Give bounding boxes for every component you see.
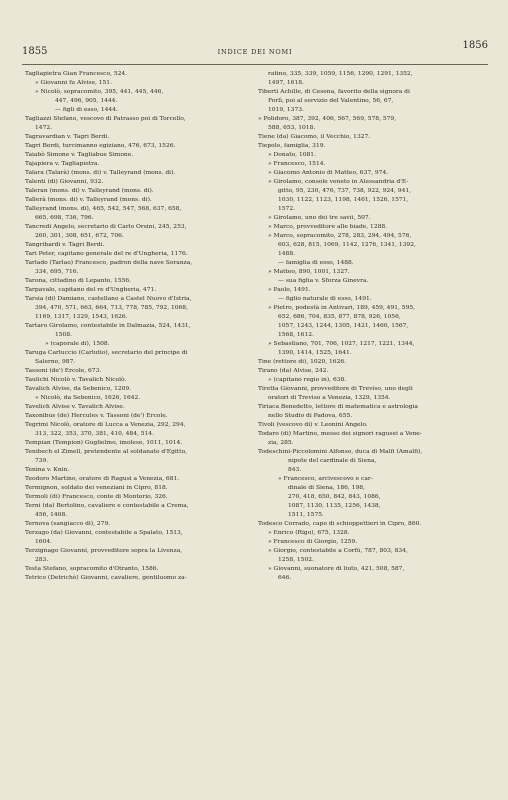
- index-entry-line: Terzago (da) Giovanni, contestabile a Spalato, 1513,: [25, 529, 183, 536]
- index-entry-line: » Matteo, 890, 1001, 1327.: [268, 268, 350, 275]
- index-entry-line: Todaro (di) Martino, messo dei signori ragusei a Vene-: [258, 430, 422, 437]
- index-entry-line: Talleyrand (mons. di), 465, 542, 547, 568, 637, 658,: [25, 205, 182, 212]
- running-header: [22, 40, 488, 62]
- index-entry-line: Tiriaca Benedetto, lettore di matematica e astrologia: [258, 403, 418, 410]
- index-entry-line: » Nicolò, da Sebenico, 1626, 1642.: [35, 394, 141, 401]
- index-entry-line: 1568, 1612.: [278, 331, 314, 338]
- index-entry-line: 665, 698, 736, 796.: [35, 214, 94, 221]
- index-entry-line: 456, 1408.: [35, 511, 68, 518]
- index-entry-line: 1472.: [35, 124, 52, 131]
- index-entry-line: Tavelich Alvise v. Tavalich Alvise.: [25, 403, 125, 410]
- index-entry-line: » Pietro, podestà in Antivari, 189, 459, 491, 595,: [268, 304, 416, 311]
- index-entry-line: Tartaro Girolamo, contestabile in Dalmazia, 524, 1431,: [25, 322, 191, 329]
- index-entry-line: 646.: [278, 574, 292, 581]
- index-entry-line: Tirano (da) Alvise, 242.: [258, 367, 329, 374]
- index-entry-line: » (caporale di), 1508.: [45, 340, 110, 347]
- index-entry-line: Todesco Corrado, capo di schioppettieri in Cipro, 860.: [258, 520, 422, 527]
- index-entry-line: Taiabò Simone v. Tagliabue Simone.: [25, 151, 134, 158]
- index-entry-line: Tassoni (de') Ercole, 673.: [25, 367, 102, 374]
- index-entry-line: ratino, 335, 339, 1059, 1156, 1290, 1291, 1352,: [268, 70, 413, 77]
- index-entry-line: Tagri Berdi, turcimanno egiziano, 476, 673, 1526.: [25, 142, 176, 149]
- index-entry-line: 1030, 1122, 1123, 1198, 1461, 1526, 1571,: [278, 196, 409, 203]
- left-column-number: 1855: [22, 46, 48, 57]
- index-entry-line: 1057, 1243, 1244, 1305, 1421, 1460, 1567,: [278, 322, 409, 329]
- index-entry-line: 447, 496, 905, 1444.: [55, 97, 118, 104]
- index-entry-line: Tavalich Alvise, da Sebenico, 1209.: [25, 385, 132, 392]
- index-entry-line: » Marco, sopracomito, 278, 283, 294, 494, 576,: [268, 232, 412, 239]
- index-entry-line: 1497, 1618.: [268, 79, 304, 86]
- index-entry-line: 260, 301, 308, 651, 672, 706.: [35, 232, 124, 239]
- index-entry-line: 270, 418, 650, 842, 843, 1086,: [288, 493, 381, 500]
- index-entry-line: Tarsia (di) Damiano, castellano a Castel Nuovo d'Istria,: [25, 295, 192, 302]
- index-entry-line: 1572.: [278, 205, 295, 212]
- index-entry-line: 394, 470, 571, 663, 664, 713, 778, 785, 792, 1068,: [35, 304, 188, 311]
- index-entry-line: 334, 695, 716.: [35, 268, 79, 275]
- index-entry-line: Tiene (da) Giacomo, il Vecchio, 1327.: [258, 133, 371, 140]
- index-entry-line: Tancredi Angelo, secretario di Carlo Orsini, 245, 253,: [25, 223, 187, 230]
- index-entry-line: » Enrico (Rigo), 675, 1328.: [268, 529, 350, 536]
- index-entry-line: — figlio naturale di esso, 1491.: [278, 295, 372, 302]
- index-entry-line: Teodoro Martino, oratore di Ragusi a Venezia, 681.: [25, 475, 180, 482]
- index-entry-line: » Marco, provveditore alle biade, 1288.: [268, 223, 388, 230]
- index-entry-line: 603, 628, 815, 1069, 1142, 1276, 1341, 1392,: [278, 241, 416, 248]
- index-entry-line: » Giorgio, contestabile a Corfù, 787, 803, 834,: [268, 547, 408, 554]
- index-entry-line: Tegrimi Nicolò, oratore di Lucca a Venezia, 292, 294,: [25, 421, 186, 428]
- index-entry-line: Tivoli (vescovo di) v. Leonini Angelo.: [258, 421, 368, 428]
- index-entry-line: » Donato, 1081.: [268, 151, 316, 158]
- index-entry-line: Termignon, soldato dei veneziani in Cipro, 818.: [25, 484, 168, 491]
- index-entry-line: zia, 285.: [268, 439, 294, 446]
- index-entry-line: » (capitano regio in), 638.: [268, 376, 347, 383]
- index-entry-line: 739.: [35, 457, 49, 464]
- index-entry-line: Terzignago Giovanni, provveditore sopra la Livenza,: [25, 547, 183, 554]
- index-entry-line: Tallerà (mons. di) v. Talleyrand (mons. di).: [25, 196, 152, 203]
- index-entry-line: Tenina v. Knin.: [25, 466, 70, 473]
- index-entry-line: Tari Peter, capitano generale del re d'Ungheria, 1176.: [25, 250, 188, 257]
- index-entry-line: 588, 653, 1018.: [268, 124, 316, 131]
- index-entry-line: 652, 686, 704, 835, 877, 878, 926, 1056,: [278, 313, 401, 320]
- index-entry-line: 1508.: [55, 331, 72, 338]
- index-entry-line: Tempian (Tempion) Guglielmo, imolese, 1011, 1014.: [25, 439, 183, 446]
- index-entry-line: Talara (Talarà) (mons. di) v. Talleyrand (mons. di).: [25, 169, 176, 176]
- index-entry-line: Tajapiera v. Tagliapietra.: [25, 160, 100, 167]
- index-entry-line: » Paolo, 1491.: [268, 286, 311, 293]
- index-entry-line: Talenti (di) Giovanni, 932.: [25, 178, 104, 185]
- index-entry-line: Tiretta Giovanni, provveditore di Treviso, uno degli: [258, 385, 413, 392]
- index-entry-line: Tangribardi v. Tagri Berdi.: [25, 241, 105, 248]
- index-entry-line: Ternova (sangiacco di), 279.: [25, 520, 111, 527]
- index-entry-line: » Girolamo, console veneto in Alessandria d'E-: [268, 178, 409, 185]
- index-entry-line: Taruga Carluccio (Carlutio), secretario del principe di: [25, 349, 188, 356]
- index-entry-line: Tagliapietra Gian Francesco, 524.: [25, 70, 128, 77]
- index-entry-line: Tarpavalo, capitano del re d'Ungheria, 471.: [25, 286, 157, 293]
- index-entry-line: Tenibech el Zimell, pretendente al soldanato d'Egitto,: [25, 448, 188, 455]
- index-entry-line: » Giacomo Antonio di Matteo, 637, 974.: [268, 169, 389, 176]
- index-entry-line: oratori di Treviso a Venezia, 1329, 1354.: [268, 394, 391, 401]
- index-entry-line: 1488.: [278, 250, 295, 257]
- index-entry-line: gitto, 95, 230, 476, 737, 738, 922, 924, 941,: [278, 187, 412, 194]
- index-entry-line: » Girolamo, uno dei tre savii, 507.: [268, 214, 371, 221]
- index-entry-line: » Francesco, 1514.: [268, 160, 326, 167]
- index-entry-line: 1390, 1414, 1525, 1641.: [278, 349, 352, 356]
- index-column-left: [25, 69, 253, 582]
- index-entry-line: Taulichi Nicolò v. Tavalich Nicolò.: [25, 376, 127, 383]
- index-entry-line: 1019, 1373.: [268, 106, 304, 113]
- index-entry-line: 1511, 1575.: [288, 511, 324, 518]
- index-entry-line: 283.: [35, 556, 49, 563]
- index-entry-line: 1169, 1317, 1329, 1543, 1626.: [35, 313, 128, 320]
- index-entry-line: Salerno, 987.: [35, 358, 76, 365]
- index-entry-line: 1258, 1502.: [278, 556, 314, 563]
- index-entry-line: Forlì, poi al servizio del Valentino, 56, 67,: [268, 97, 394, 104]
- index-entry-line: Tetrico (Detrichò) Giovanni, cavaliere, gentiluomo za-: [25, 574, 187, 581]
- index-entry-line: Taxonibus (de) Hercules v. Tassoni (de') Ercole.: [25, 412, 168, 419]
- index-entry-line: » Polidoro, 387, 392, 406, 567, 569, 578, 579,: [258, 115, 397, 122]
- index-entry-line: dinale di Siena, 186, 198,: [288, 484, 365, 491]
- index-entry-line: Todeschini-Piccolomini Alfonso, duca di Malfi (Amalfi),: [258, 448, 423, 455]
- index-entry-line: Tarlado (Tarlao) Francesco, padron della nave Soranza,: [25, 259, 193, 266]
- index-entry-line: Tarona, cittadino di Lepanto, 1556.: [25, 277, 132, 284]
- index-entry-line: 313, 322, 353, 370, 381, 410, 484, 514.: [35, 430, 154, 437]
- index-entry-line: Tagravardian v. Tagri Berdi.: [25, 133, 110, 140]
- index-entry-line: Tagliazzi Stefano, vescovo di Patrasso poi di Torcello,: [25, 115, 186, 122]
- index-entry-line: Termoli (di) Francesco, conte di Montorio, 326.: [25, 493, 168, 500]
- index-entry-line: Testa Stefano, sopracomito d'Otranto, 1586.: [25, 565, 159, 572]
- index-entry-line: » Francesco, arcivescovo e car-: [278, 475, 373, 482]
- index-column-right: [258, 69, 484, 582]
- index-entry-line: — sua figlia v. Sforza Ginevra.: [278, 277, 369, 284]
- index-entry-line: Taleran (mons. di) v. Talleyrand (mons. di).: [25, 187, 154, 194]
- running-title: INDICE DEI NOMI: [217, 48, 293, 56]
- index-entry-line: — figli di esso, 1444.: [55, 106, 118, 113]
- index-entry-line: » Giovanni fu Alvise, 151.: [35, 79, 112, 86]
- index-entry-line: » Sebastiano, 701, 706, 1027, 1217, 1221, 1344,: [268, 340, 415, 347]
- index-entry-line: Terni (da) Bertolino, cavaliere e contestabile a Crema,: [25, 502, 189, 509]
- right-column-number: 1856: [462, 40, 488, 51]
- index-entry-line: 1604.: [35, 538, 52, 545]
- header-rule: [22, 64, 488, 65]
- index-entry-line: — famiglia di esso, 1488.: [278, 259, 354, 266]
- index-entry-line: nipote del cardinale di Siena,: [288, 457, 377, 464]
- index-entry-line: Tiepolo, famiglia, 319.: [258, 142, 326, 149]
- index-entry-line: Tiberti Achille, di Cesena, favorito della signora di: [258, 88, 410, 95]
- index-entry-line: » Giovanni, suonatore di liuto, 421, 508, 587,: [268, 565, 405, 572]
- index-entry-line: 1087, 1130, 1135, 1256, 1438,: [288, 502, 381, 509]
- index-entry-line: 843.: [288, 466, 302, 473]
- index-entry-line: nello Studio di Padova, 655.: [268, 412, 353, 419]
- index-entry-line: » Nicolò, sopracomito, 395, 441, 445, 446,: [35, 88, 164, 95]
- index-entry-line: Tine (rettore di), 1020, 1626.: [258, 358, 347, 365]
- index-entry-line: » Francesco di Giorgio, 1259.: [268, 538, 358, 545]
